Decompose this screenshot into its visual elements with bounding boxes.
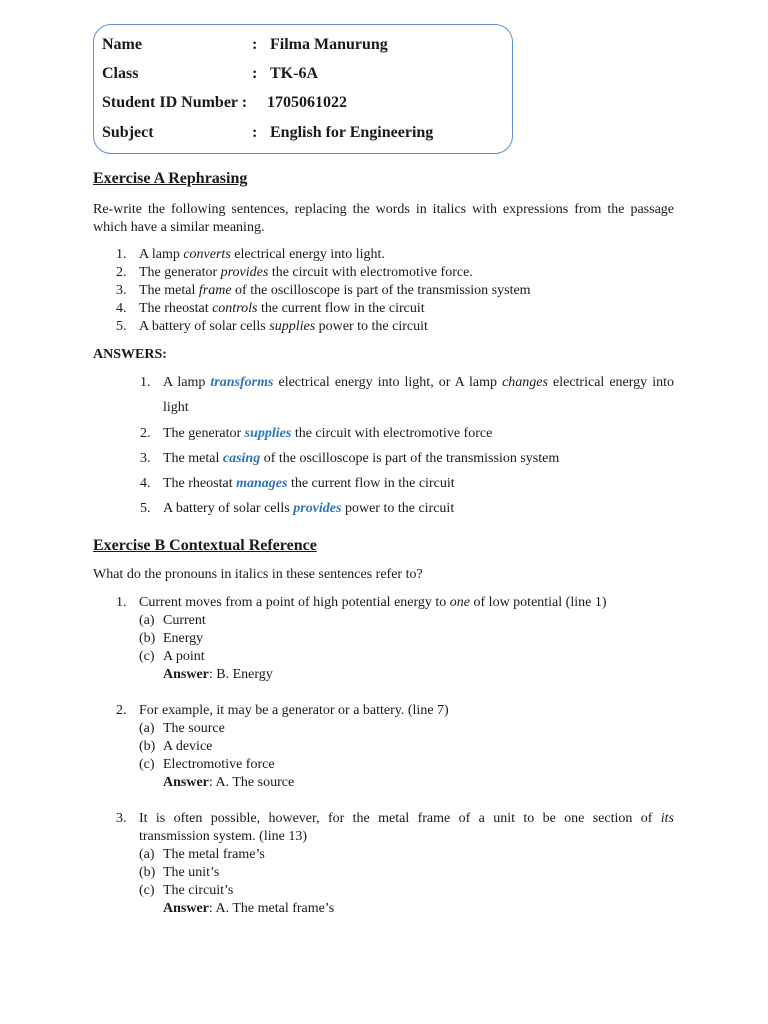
answer-highlight: provides bbox=[293, 501, 342, 516]
answer-highlight: supplies bbox=[244, 426, 292, 441]
answer-line: Answer: A. The metal frame’s bbox=[163, 901, 335, 916]
answer-highlight: manages bbox=[236, 476, 288, 491]
student-id-value: 1705061022 bbox=[267, 94, 347, 111]
answer-line: Answer: B. Energy bbox=[163, 667, 273, 682]
class-label: Class bbox=[102, 65, 139, 82]
answer-highlight: transforms bbox=[210, 375, 274, 390]
answer-highlight: casing bbox=[222, 451, 261, 466]
class-value: TK-6A bbox=[270, 65, 318, 82]
subject-colon: : bbox=[252, 124, 258, 141]
subject-label: Subject bbox=[102, 124, 154, 141]
question-3-continuation: transmission system. (line 13) bbox=[139, 829, 307, 844]
name-value: Filma Manurung bbox=[270, 36, 388, 53]
answers-label: ANSWERS: bbox=[93, 347, 167, 362]
exercise-a-title: Exercise A Rephrasing bbox=[93, 170, 248, 187]
exercise-b-title: Exercise B Contextual Reference bbox=[93, 537, 317, 554]
subject-value: English for Engineering bbox=[270, 124, 434, 141]
exercise-a-instruction: Re-write the following sentences, replacing the words in italics with expressions from the passage which have a similar meaning. bbox=[93, 202, 674, 235]
class-colon: : bbox=[252, 65, 258, 82]
answer-line: Answer: A. The source bbox=[163, 775, 295, 790]
name-colon: : bbox=[252, 36, 258, 53]
name-label: Name bbox=[102, 36, 142, 53]
student-id-label: Student ID Number : bbox=[102, 94, 248, 111]
exercise-b-instruction: What do the pronouns in italics in these sentences refer to? bbox=[93, 567, 423, 582]
